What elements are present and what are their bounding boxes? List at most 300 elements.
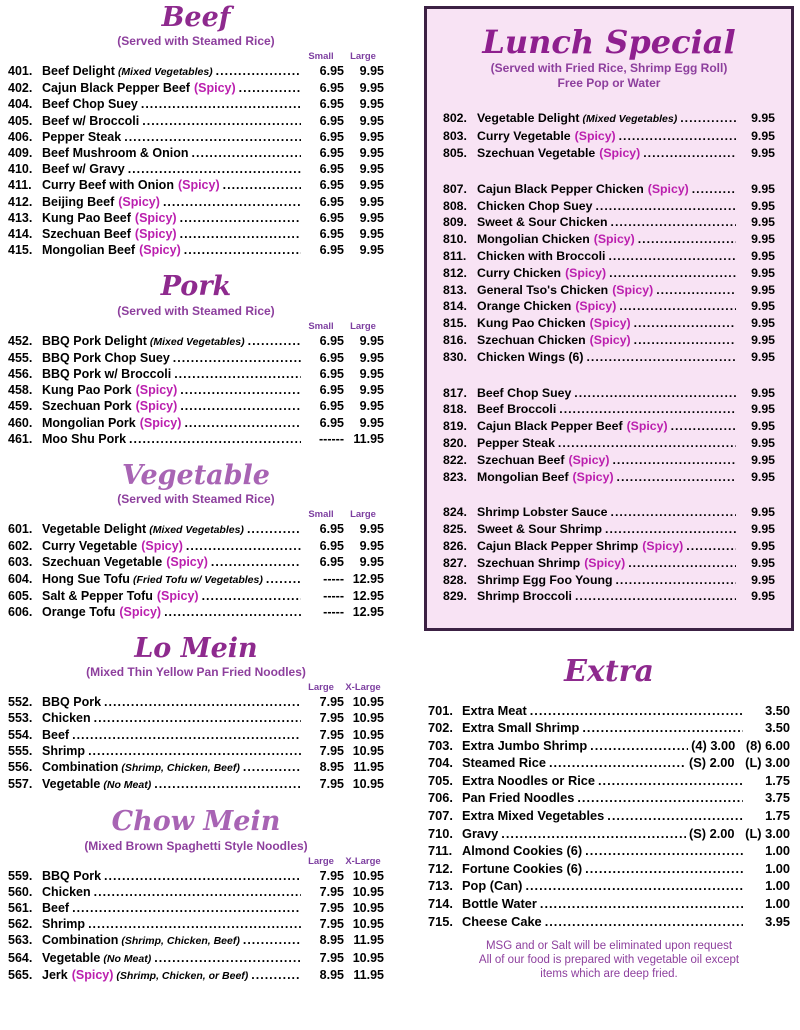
item-spicy-label: (Spicy) [119, 605, 162, 620]
item-price: 9.95 [359, 539, 384, 554]
item-number: 704. [428, 755, 453, 771]
item-name: Beef Broccoli [477, 402, 557, 417]
dot-leader [154, 950, 301, 966]
dot-leader [656, 282, 736, 299]
dot-leader [501, 825, 686, 843]
dot-leader [615, 572, 736, 589]
item-price: 9.95 [359, 555, 384, 570]
item-number: 812. [443, 265, 467, 280]
item-number: 814. [443, 299, 467, 314]
item-name: Almond Cookies (6) [462, 843, 583, 859]
item-price: ----- [323, 605, 344, 620]
item-price: 9.95 [751, 402, 775, 417]
dot-leader [174, 366, 301, 382]
menu-item [443, 504, 775, 521]
item-number: 601. [8, 522, 33, 536]
menu-item [8, 398, 384, 414]
section-chow-mein [8, 806, 384, 983]
item-name: Curry Chicken [477, 265, 562, 280]
item-name: Salt & Pepper Tofu [42, 588, 153, 603]
item-number: 702. [428, 720, 453, 736]
item-number: 829. [443, 589, 467, 604]
menu-item [428, 913, 790, 931]
item-price: 9.95 [359, 64, 384, 79]
dot-leader [247, 521, 301, 537]
dot-leader [530, 702, 743, 720]
price-column-header: Large [350, 51, 376, 63]
item-name: Hong Sue Tofu [42, 571, 130, 586]
item-name: Jerk [42, 967, 68, 982]
item-price: 12.95 [352, 605, 384, 620]
item-number: 826. [443, 538, 467, 553]
item-price: 6.95 [319, 113, 344, 128]
item-name: Pepper Steak [42, 129, 122, 144]
menu-item [443, 588, 775, 605]
dot-leader [525, 877, 743, 895]
item-number: 606. [8, 605, 33, 620]
item-name: Combination [42, 760, 119, 775]
dot-leader [574, 385, 736, 402]
item-price: 1.00 [765, 843, 790, 859]
item-price: 11.95 [353, 431, 384, 446]
item-price: 10.95 [352, 884, 384, 899]
item-price: (S) 2.00 (L) 3.00 [689, 755, 790, 771]
item-price: 9.95 [751, 555, 775, 570]
item-number: 555. [8, 743, 33, 758]
dot-leader [549, 754, 686, 772]
dot-leader [582, 719, 743, 737]
item-price: 6.95 [319, 194, 344, 209]
dot-leader [595, 198, 736, 215]
item-spicy-label: (Spicy) [574, 129, 616, 144]
item-number: 813. [443, 282, 467, 297]
menu-item [8, 242, 384, 258]
item-price: 9.95 [751, 452, 775, 467]
lunch-special-subtitle-2: Free Pop or Water [557, 76, 661, 91]
item-name: Beef [42, 727, 70, 742]
menu-item [443, 385, 775, 402]
dot-leader [72, 727, 301, 743]
item-price: 10.95 [352, 695, 384, 710]
menu-item [8, 884, 384, 900]
menu-item [443, 231, 775, 248]
dot-leader [248, 333, 301, 349]
section-beef [8, 2, 384, 258]
menu-item [443, 332, 775, 349]
price-column-headers [8, 682, 384, 693]
item-price: 9.95 [359, 227, 384, 242]
item-number: 824. [443, 505, 467, 520]
item-spicy-label: (Spicy) [599, 145, 641, 160]
item-number: 808. [443, 198, 467, 213]
item-spicy-label: (Spicy) [584, 555, 626, 570]
menu-item [443, 128, 775, 145]
item-price: 6.95 [319, 162, 344, 177]
dot-leader [638, 231, 736, 248]
menu-item [443, 198, 775, 215]
menu-item [428, 807, 790, 825]
item-name: Kung Pao Pork [42, 383, 132, 398]
item-name: Szechuan Chicken [477, 332, 586, 347]
item-number: 712. [428, 860, 453, 876]
menu-item [8, 588, 384, 604]
item-number: 805. [443, 145, 467, 160]
item-number: 565. [8, 967, 33, 982]
section-vegetable [8, 460, 384, 620]
item-price: 9.95 [359, 97, 384, 112]
menu-item [8, 415, 384, 431]
item-number: 413. [8, 210, 33, 225]
item-price: 7.95 [319, 711, 344, 726]
item-price: 3.50 [765, 720, 790, 736]
item-number: 830. [443, 349, 467, 364]
item-price: 6.95 [319, 539, 344, 554]
item-spicy-label: (Spicy) [141, 539, 183, 554]
section-subtitle: (Mixed Brown Spaghetti Style Noodles) [84, 838, 308, 853]
price-column-header: X-Large [345, 682, 381, 694]
menu-item [8, 868, 384, 884]
item-spicy-label: (Spicy) [647, 181, 689, 196]
item-price: 10.95 [352, 900, 384, 915]
menu-item [443, 349, 775, 366]
item-name: Fortune Cookies (6) [462, 860, 583, 876]
item-price: ----- [323, 571, 344, 586]
dot-leader [184, 242, 301, 258]
footer-line: All of our food is prepared with vegetable oil except [478, 954, 740, 967]
item-name: Szechuan Shrimp [477, 555, 581, 570]
menu-item [8, 226, 384, 242]
item-name: Shrimp [42, 917, 86, 932]
item-name: Chicken [42, 884, 91, 899]
item-number: 810. [443, 232, 467, 247]
item-price: 9.95 [359, 129, 384, 144]
item-note: (Fried Tofu w/ Vegetables) [132, 573, 263, 586]
section-subtitle: (Served with Steamed Rice) [117, 303, 275, 318]
item-number: 707. [428, 808, 453, 824]
dot-leader [607, 807, 743, 825]
menu-item [428, 895, 790, 913]
dot-leader [634, 332, 736, 349]
item-price: 9.95 [751, 522, 775, 537]
item-spicy-label: (Spicy) [118, 194, 160, 209]
dot-leader [164, 604, 301, 620]
dot-leader [216, 63, 301, 79]
item-name: Vegetable [42, 777, 101, 792]
item-price: 9.95 [751, 181, 775, 196]
menu-item [8, 350, 384, 366]
item-number: 556. [8, 760, 33, 775]
item-name: Beef Delight [42, 64, 115, 79]
menu-item [8, 194, 384, 210]
price-column-header: Large [308, 855, 334, 867]
menu-item [443, 572, 775, 589]
menu-item [428, 702, 790, 720]
item-price: 10.95 [352, 743, 384, 758]
item-number: 706. [428, 790, 453, 806]
item-name: Extra Meat [462, 702, 527, 718]
item-price: 9.95 [359, 522, 384, 536]
dot-leader [163, 194, 301, 210]
menu-item [428, 860, 790, 878]
item-note: (Mixed Vegetables) [582, 113, 678, 126]
item-number: 605. [8, 588, 33, 603]
item-number: 557. [8, 777, 33, 792]
menu-item [8, 129, 384, 145]
section-lo-mein [8, 633, 384, 793]
item-spicy-label: (Spicy) [612, 282, 654, 297]
item-price: 6.95 [319, 383, 344, 398]
item-price: 6.95 [319, 555, 344, 570]
item-price: 9.95 [751, 505, 775, 520]
item-price: 9.95 [359, 146, 384, 161]
item-name: Kung Pao Beef [42, 210, 131, 225]
dot-leader [611, 214, 736, 231]
item-price: 6.95 [319, 210, 344, 225]
item-price: 10.95 [352, 711, 384, 726]
item-number: 803. [443, 129, 467, 144]
menu-item [443, 538, 775, 555]
item-price: 10.95 [352, 727, 384, 742]
item-spicy-label: (Spicy) [156, 588, 199, 603]
footer-note [424, 939, 794, 981]
item-price: ------ [319, 431, 344, 446]
item-price: 3.50 [765, 702, 790, 718]
item-spicy-label: (Spicy) [139, 415, 182, 430]
item-name: Extra Jumbo Shrimp [462, 737, 588, 753]
item-price: 12.95 [352, 588, 384, 603]
dot-leader [124, 129, 301, 145]
menu-item [443, 265, 775, 282]
item-name: Szechuan Pork [42, 399, 132, 414]
item-number: 559. [8, 868, 33, 883]
item-number: 410. [8, 162, 33, 177]
dot-leader [141, 96, 301, 112]
item-price: 6.95 [319, 366, 344, 381]
item-number: 820. [443, 435, 467, 450]
item-name: Chicken [42, 711, 91, 726]
item-number: 602. [8, 539, 33, 554]
item-spicy-label: (Spicy) [135, 383, 178, 398]
item-price: 6.95 [319, 399, 344, 414]
lunch-special-box [424, 6, 794, 631]
menu-item [443, 469, 775, 486]
menu-item [443, 181, 775, 198]
item-name: Vegetable Delight [477, 111, 580, 126]
item-spicy-label: (Spicy) [572, 469, 614, 484]
item-number: 715. [428, 913, 453, 929]
dot-leader [617, 469, 736, 486]
item-number: 455. [8, 350, 33, 365]
item-price: 9.95 [751, 538, 775, 553]
menu-item [8, 554, 384, 570]
item-number: 411. [8, 178, 32, 193]
item-number: 460. [8, 415, 33, 430]
menu-item [443, 214, 775, 231]
item-spicy-label: (Spicy) [166, 555, 208, 570]
item-number: 828. [443, 572, 467, 587]
item-name: Chicken Wings (6) [477, 349, 584, 364]
item-name: Szechuan Vegetable [477, 145, 596, 160]
item-price: 11.95 [353, 967, 384, 982]
menu-item [8, 161, 384, 177]
item-name: Orange Chicken [477, 299, 572, 314]
item-name: Pepper Steak [477, 435, 555, 450]
price-column-headers [8, 509, 384, 520]
item-price: 9.95 [359, 350, 384, 365]
item-number: 452. [8, 333, 33, 348]
item-number: 807. [443, 181, 467, 196]
item-spicy-label: (Spicy) [139, 243, 181, 258]
item-name: Chicken with Broccoli [477, 248, 606, 263]
item-price: 6.95 [319, 350, 344, 365]
item-price: 9.95 [751, 145, 775, 160]
dot-leader [611, 504, 736, 521]
dot-leader [180, 382, 301, 398]
item-price: 6.95 [319, 97, 344, 112]
item-name: Szechuan Vegetable [42, 555, 163, 570]
item-number: 401. [8, 64, 33, 79]
dot-leader [129, 431, 301, 447]
menu-item [8, 900, 384, 916]
item-spicy-label: (Spicy) [565, 265, 607, 280]
menu-item [428, 772, 790, 790]
item-name: Pop (Can) [462, 878, 523, 894]
item-note: (Shrimp, Chicken, Beef) [121, 762, 240, 775]
dot-leader [558, 435, 736, 452]
menu-item [443, 521, 775, 538]
menu-item [443, 248, 775, 265]
item-price: 9.95 [751, 349, 775, 364]
item-note: (No Meat) [103, 779, 152, 792]
item-name: Szechuan Beef [42, 227, 131, 242]
item-name: Cajun Black Pepper Beef [42, 81, 190, 96]
dot-leader [88, 743, 301, 759]
dot-leader [598, 772, 743, 790]
menu-item [8, 145, 384, 161]
menu-item [8, 950, 384, 967]
menu-item [443, 145, 775, 162]
item-price: 6.95 [319, 81, 344, 96]
item-number: 818. [443, 402, 467, 417]
dot-leader [128, 161, 301, 177]
item-number: 802. [443, 111, 467, 126]
item-number: 710. [428, 825, 453, 841]
lunch-special-group [443, 385, 775, 486]
item-spicy-label: (Spicy) [177, 178, 220, 193]
item-price: 11.95 [353, 760, 384, 775]
item-note: (No Meat) [103, 952, 152, 965]
item-price: 9.95 [751, 232, 775, 247]
item-note: (Shrimp, Chicken, or Beef) [116, 969, 249, 982]
item-number: 554. [8, 727, 33, 742]
item-price: 9.95 [751, 419, 775, 434]
dot-leader [243, 932, 301, 948]
item-price: 9.95 [359, 399, 384, 414]
item-spicy-label: (Spicy) [135, 399, 178, 414]
menu-item [8, 776, 384, 793]
dot-leader [612, 452, 736, 469]
item-name: Orange Tofu [42, 605, 116, 620]
item-name: Cajun Black Pepper Shrimp [477, 538, 639, 553]
dot-leader [94, 884, 301, 900]
item-name: Steamed Rice [462, 755, 546, 771]
item-name: General Tso's Chicken [477, 282, 609, 297]
menu-item [8, 967, 384, 984]
item-name: Beef Mushroom & Onion [42, 146, 189, 161]
item-price: 6.95 [319, 146, 344, 161]
menu-item [443, 401, 775, 418]
item-name: Shrimp [42, 743, 86, 758]
dot-leader [202, 588, 301, 604]
price-column-header: Large [350, 509, 376, 520]
item-spicy-label: (Spicy) [134, 227, 177, 242]
item-name: BBQ Pork Chop Suey [42, 350, 170, 365]
menu-item [428, 719, 790, 737]
item-number: 564. [8, 950, 33, 965]
item-name: BBQ Pork [42, 868, 102, 883]
dot-leader [619, 128, 736, 145]
item-price: 8.95 [319, 933, 344, 948]
item-name: Cajun Black Pepper Chicken [477, 181, 644, 196]
dot-leader [605, 521, 736, 538]
item-number: 562. [8, 917, 33, 932]
item-number: 817. [443, 385, 467, 400]
item-price: 3.95 [765, 913, 790, 929]
item-note: (Mixed Vegetables) [149, 335, 245, 348]
item-name: Extra Mixed Vegetables [462, 808, 605, 824]
item-number: 815. [443, 316, 467, 331]
item-price: 9.95 [751, 265, 775, 280]
item-spicy-label: (Spicy) [626, 419, 668, 434]
item-name: Combination [42, 933, 119, 948]
item-name: Beef w/ Broccoli [42, 113, 140, 128]
item-number: 552. [8, 695, 33, 710]
item-name: Mongolian Beef [42, 243, 136, 258]
dot-leader [680, 110, 736, 127]
item-price: 9.95 [751, 111, 775, 126]
menu-item [8, 80, 384, 96]
price-column-header: X-Large [345, 855, 381, 867]
item-number: 456. [8, 366, 33, 381]
dot-leader [223, 177, 301, 193]
menu-item [8, 932, 384, 949]
item-price: 9.95 [751, 198, 775, 213]
dot-leader [559, 401, 736, 418]
dot-leader [251, 967, 301, 983]
item-spicy-label: (Spicy) [589, 316, 631, 331]
section-subtitle: (Served with Steamed Rice) [117, 492, 275, 506]
dot-leader [608, 248, 736, 265]
menu-item [8, 113, 384, 129]
menu-item [443, 298, 775, 315]
item-price: 7.95 [319, 950, 344, 965]
item-number: 461. [8, 431, 33, 446]
pork-title: Pork [160, 271, 232, 303]
item-number: 703. [428, 737, 453, 753]
item-number: 405. [8, 113, 33, 128]
item-name: BBQ Pork w/ Broccoli [42, 366, 172, 381]
item-number: 402. [8, 81, 33, 96]
item-name: Kung Pao Chicken [477, 316, 586, 331]
item-price: (S) 2.00 (L) 3.00 [689, 825, 790, 841]
item-price: 10.95 [352, 917, 384, 932]
item-price: 7.95 [319, 695, 344, 710]
item-name: Curry Beef with Onion [42, 178, 174, 193]
dot-leader [586, 349, 736, 366]
dot-leader [590, 737, 688, 755]
footer-line: MSG and or Salt will be eliminated upon request [485, 940, 733, 953]
item-price: 7.95 [319, 917, 344, 932]
